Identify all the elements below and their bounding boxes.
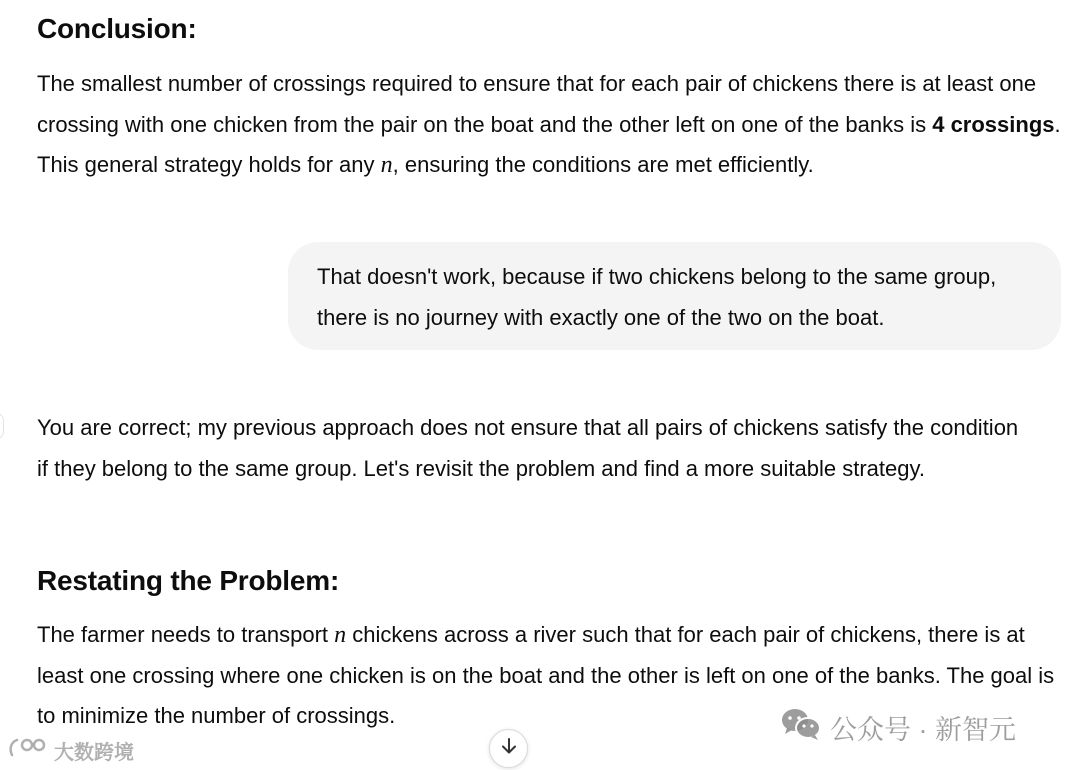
conclusion-text-b: . This general strategy holds for any [37, 111, 1061, 177]
assistant-reply-paragraph [37, 408, 1027, 489]
watermark-left-text: 大数跨境 [54, 741, 134, 764]
logo-icon [8, 735, 50, 765]
conclusion-paragraph [37, 64, 1067, 186]
watermark-right-text: 公众号 · 新智元 [830, 714, 1016, 745]
conclusion-text-c: , ensuring the conditions are met efficiently. [392, 152, 814, 177]
watermark-left [8, 736, 134, 764]
wechat-icon [780, 707, 822, 748]
user-message-text: That doesn't work, because if two chickens belong to the same group, there is no journey with exactly one of the two on the boat. [317, 264, 997, 330]
arrow-down-icon [499, 736, 519, 761]
restating-text-b: chickens across a river such that for each pair of chickens, there is at least one crossing where one chicken is on the boat and the other is left on one of the banks. The goal is to minimize the number of crossings. [37, 622, 1055, 728]
watermark-right [780, 706, 1016, 748]
restating-math-n: n [334, 622, 347, 648]
conclusion-heading: Conclusion: [37, 13, 197, 44]
restating-heading: Restating the Problem: [37, 565, 340, 596]
conclusion-bold-answer: 4 crossings [932, 111, 1055, 137]
restating-text-a: The farmer needs to transport [37, 622, 335, 647]
user-message-bubble [288, 242, 1061, 350]
conclusion-math-n: n [380, 152, 393, 178]
scroll-to-bottom-button[interactable] [489, 729, 528, 768]
conclusion-text-a: The smallest number of crossings required to ensure that for each pair of chickens there is at least one crossing with one chicken from the pair on the boat and the other left on one of the banks is [37, 71, 1037, 137]
message-action-button[interactable] [0, 412, 4, 440]
assistant-reply-text: You are correct; my previous approach does not ensure that all pairs of chickens satisfy the condition if they belong to the same group. Let's revisit the problem and find a more suitable strategy. [37, 415, 1019, 481]
